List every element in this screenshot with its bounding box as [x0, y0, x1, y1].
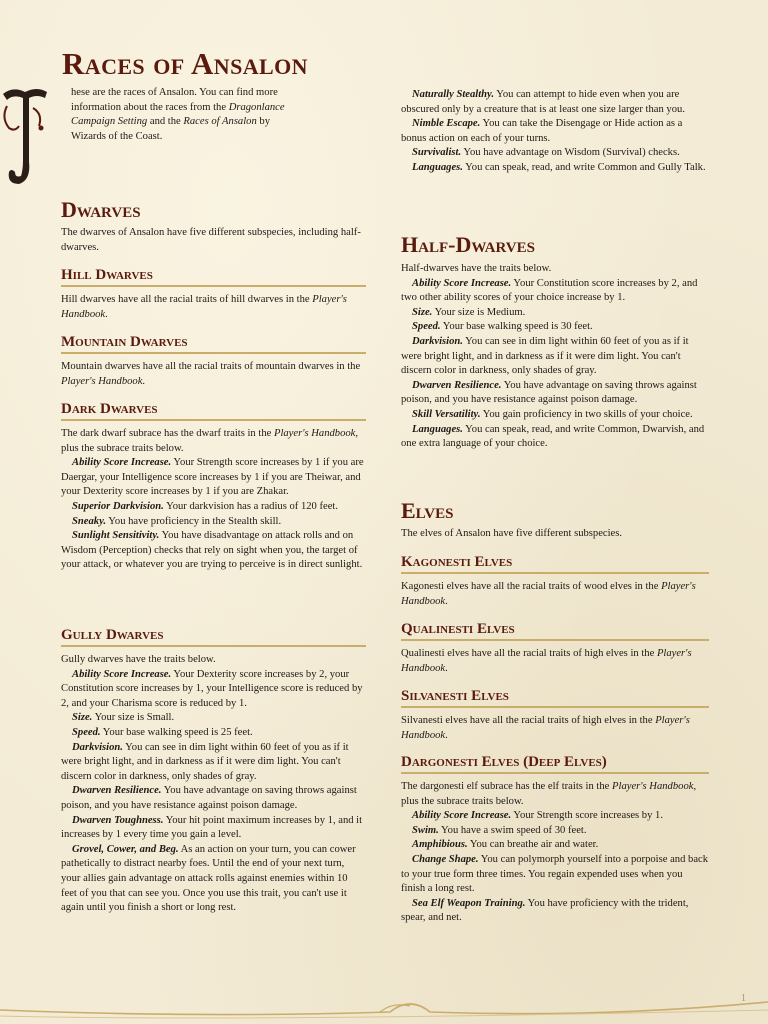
subsection-text: Hill dwarves have all the racial traits of hill dwarves in the Player's Handbook. [61, 294, 347, 320]
section-heading: Half-Dwarves [401, 232, 535, 257]
trait-paragraph: Superior Darkvision. Your darkvision has a radius of 120 feet. [72, 500, 339, 512]
hill-dwarves-section [61, 266, 366, 322]
subsection-heading: Qualinesti Elves [401, 620, 709, 641]
trait-paragraph: Sunlight Sensitivity. You have disadvantage on attack rolls and on Wisdom (Perception) checks that rely on sight when you, the target of your attack, or whatever you are trying to perceive is in direct sunlight. [61, 530, 363, 571]
subsection-heading: Silvanesti Elves [401, 687, 709, 708]
trait-paragraph: Languages. You can speak, read, and write Common and Gully Talk. [412, 161, 706, 173]
gully-dwarves-section [61, 626, 366, 916]
section-heading: Dwarves [61, 197, 141, 222]
dargonesti-section [401, 753, 709, 926]
dark-dwarves-section [61, 400, 366, 573]
page-title: Races of Ansalon [62, 46, 308, 81]
subsection-heading: Mountain Dwarves [61, 333, 366, 354]
trait-paragraph: Size. Your size is Medium. [412, 306, 526, 318]
elves-section [401, 498, 709, 542]
trait-paragraph: Ability Score Increase. Your Strength score increases by 1 if you are Daergar, your Intelligence score increases by 1 if you are Theiwar, and your Dexterity score increases by 1 if you are Zhakar. [61, 457, 364, 498]
half-dwarves-section [401, 232, 709, 452]
section-heading: Elves [401, 498, 454, 523]
subsection-text: Qualinesti elves have all the racial traits of high elves in the Player's Handbook. [401, 648, 692, 674]
section-text: Half-dwarves have the traits below. [401, 263, 552, 274]
trait-paragraph: Skill Versatility. You gain proficiency in two skills of your choice. [412, 408, 693, 420]
subsection-text: Silvanesti elves have all the racial traits of high elves in the Player's Handbook. [401, 715, 690, 741]
dwarves-section [61, 197, 366, 255]
gully-dwarves-continued [401, 88, 709, 176]
trait-paragraph: Sneaky. You have proficiency in the Stealth skill. [72, 515, 282, 527]
trait-paragraph: Naturally Stealthy. You can attempt to hide even when you are obscured only by a creature that is at least one size larger than you. [401, 89, 685, 115]
subsection-text: The dark dwarf subrace has the dwarf traits in the Player's Handbook, plus the subrace traits below. [61, 428, 359, 454]
trait-paragraph: Speed. Your base walking speed is 25 feet. [72, 726, 253, 738]
trait-paragraph: Ability Score Increase. Your Constitution score increases by 2, and two other ability scores of your choice increase by 1. [401, 277, 698, 304]
trait-paragraph: Speed. Your base walking speed is 30 feet. [412, 321, 593, 333]
subsection-heading: Dargonesti Elves (Deep Elves) [401, 753, 709, 774]
trait-paragraph: Grovel, Cower, and Beg. As an action on your turn, you can cower pathetically to distract nearby foes. Until the end of your next turn, your allies gain advantage on attack rolls against enemies within 10 feet of you that can see you. Once you use this trait, you can't use it again until you finish a short or long rest. [61, 843, 356, 914]
trait-paragraph: Dwarven Resilience. You have advantage on saving throws against poison, and you have resistance against poison damage. [401, 379, 697, 406]
silvanesti-section [401, 687, 709, 743]
kagonesti-section [401, 553, 709, 609]
trait-paragraph: Size. Your size is Small. [72, 712, 175, 724]
section-text: The dwarves of Ansalon have five different subspecies, including half-dwarves. [61, 227, 361, 253]
trait-paragraph: Dwarven Resilience. You have advantage on saving throws against poison, and you have resistance against poison damage. [61, 785, 357, 811]
trait-paragraph: Amphibious. You can breathe air and water. [412, 839, 599, 851]
subsection-heading: Dark Dwarves [61, 400, 366, 421]
subsection-heading: Hill Dwarves [61, 266, 366, 287]
trait-paragraph: Swim. You have a swim speed of 30 feet. [412, 824, 587, 836]
trait-paragraph: Survivalist. You have advantage on Wisdom (Survival) checks. [412, 147, 680, 159]
subsection-text: Kagonesti elves have all the racial traits of wood elves in the Player's Handbook. [401, 581, 696, 607]
subsection-text: The dargonesti elf subrace has the elf traits in the Player's Handbook, plus the subrace traits below. [401, 781, 697, 807]
page-number: 1 [741, 993, 746, 1004]
subsection-text: Mountain dwarves have all the racial traits of mountain dwarves in the Player's Handbook. [61, 361, 361, 387]
trait-paragraph: Sea Elf Weapon Training. You have proficiency with the trident, spear, and net. [401, 897, 689, 924]
trait-paragraph: Nimble Escape. You can take the Disengage or Hide action as a bonus action on each of your turns. [401, 118, 683, 144]
mountain-dwarves-section [61, 333, 366, 389]
trait-paragraph: Change Shape. You can polymorph yourself into a porpoise and back to your true form three times. You regain expended uses when you finish a long rest. [401, 853, 709, 895]
subsection-heading: Kagonesti Elves [401, 553, 709, 574]
trait-paragraph: Languages. You can speak, read, and write Common, Dwarvish, and one extra language of your choice. [401, 423, 705, 450]
subsection-heading: Gully Dwarves [61, 626, 366, 647]
intro-paragraph: hese are the races of Ansalon. You can find more information about the races from the Dragonlance Campaign Setting and the Races of Ansalon by Wizards of the Coast. [71, 87, 285, 142]
trait-paragraph: Darkvision. You can see in dim light within 60 feet of you as if it were bright light, and in darkness as if it were dim light. You can't discern color in darkness, only shades of gray. [401, 335, 689, 377]
subsection-text: Gully dwarves have the traits below. [61, 654, 216, 665]
trait-paragraph: Dwarven Toughness. Your hit point maximum increases by 1, and it increases by 1 every time you gain a level. [61, 814, 363, 841]
drop-cap-t-icon [0, 84, 51, 188]
trait-paragraph: Ability Score Increase. Your Dexterity score increases by 2, your Constitution score increases by 1, your Intelligence score is reduced by 2, and your Charisma score is reduced by 1. [61, 668, 363, 709]
footer-flourish-icon [0, 992, 768, 1024]
qualinesti-section [401, 620, 709, 676]
section-text: The elves of Ansalon have five different subspecies. [401, 528, 623, 539]
trait-paragraph: Darkvision. You can see in dim light within 60 feet of you as if it were bright light, and in darkness as if it were dim light. You can't discern color in darkness, only shades of gray. [61, 741, 349, 782]
trait-paragraph: Ability Score Increase. Your Strength score increases by 1. [412, 810, 663, 822]
